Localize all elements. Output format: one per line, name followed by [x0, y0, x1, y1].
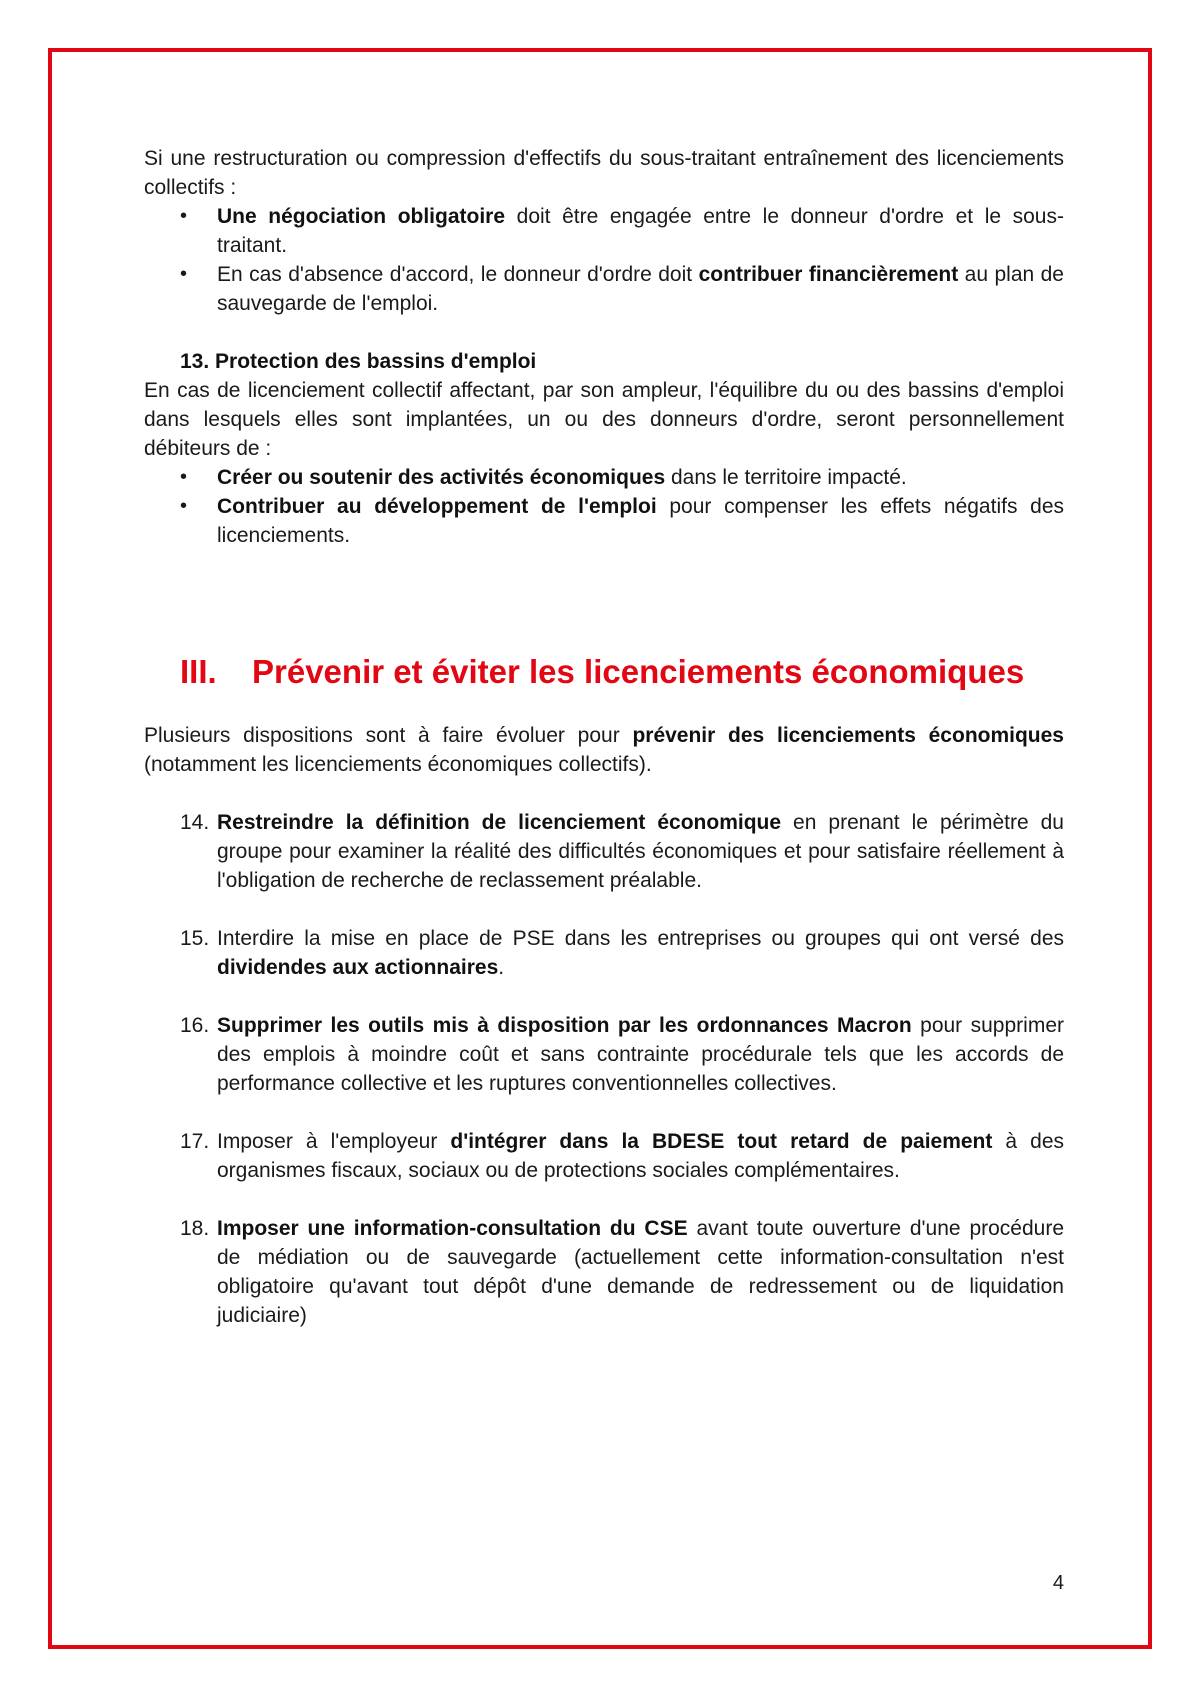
list-item-text: doit être engagée entre le donneur d'ordre et le sous-traitant. [217, 205, 1064, 257]
list-item [144, 260, 1064, 318]
section-intro-paragraph [144, 721, 1064, 779]
paragraph-text: Plusieurs dispositions sont à faire évoluer pour [144, 724, 633, 747]
bold-text: Contribuer au développement de l'emploi [217, 495, 657, 518]
section-title [144, 650, 1064, 694]
item-number: 16. [180, 1014, 210, 1037]
bold-text: Imposer une information-consultation du CSE [217, 1217, 688, 1240]
list-item-text: pour compenser les effets négatifs des licenciements. [217, 495, 1064, 547]
item-13-bullet-list [144, 463, 1064, 550]
item-text: en prenant le périmètre du groupe pour examiner la réalité des difficultés économiques et pour satisfaire réellement à l'obligation de recherche de reclassement préalable. [217, 811, 1064, 892]
page-number: 4 [1052, 1572, 1064, 1594]
measures-list [144, 808, 1064, 1330]
bold-text: contribuer financièrement [698, 263, 959, 286]
item-13-heading-text: 13. Protection des bassins d'emploi [180, 350, 537, 373]
paragraph-text: (notamment les licenciements économiques collectifs). [144, 753, 652, 776]
item-text: Imposer à l'employeur [217, 1130, 451, 1153]
bold-text: prévenir des licenciements économiques [632, 724, 1064, 747]
item-13-paragraph: En cas de licenciement collectif affectant, par son ampleur, l'équilibre du ou des bassins d'emploi dans lesquels elles sont implantées, un ou des donneurs d'ordre, seront personnellement débiteurs de : [144, 379, 1064, 460]
section-number: III. [180, 653, 217, 690]
item-13-heading [144, 347, 1064, 376]
item-number: 15. [180, 927, 210, 950]
measure-item-14 [144, 808, 1064, 895]
measure-item-16 [144, 1011, 1064, 1098]
bold-text: Une négociation obligatoire [217, 205, 506, 228]
bold-text: Restreindre la définition de licenciement économique [217, 811, 782, 834]
list-item-text: au plan de sauvegarde de l'emploi. [217, 263, 1064, 315]
intro-paragraph: Si une restructuration ou compression d'effectifs du sous-traitant entraînement des licenciements collectifs : [144, 147, 1064, 199]
item-text: Interdire la mise en place de PSE dans les entreprises ou groupes qui ont versé des [217, 927, 1064, 950]
item-number: 14. [180, 811, 210, 834]
item-number: 17. [180, 1130, 210, 1153]
measure-item-15 [144, 924, 1064, 982]
bold-text: Supprimer les outils mis à disposition par les ordonnances Macron [217, 1014, 912, 1037]
list-item [144, 492, 1064, 550]
section-title-text: Prévenir et éviter les licenciements économiques [252, 653, 1025, 690]
list-item [144, 463, 1064, 492]
item-text: à des organismes fiscaux, sociaux ou de protections sociales complémentaires. [217, 1130, 1065, 1182]
item-text: . [498, 956, 505, 979]
item-text: avant toute ouverture d'une procédure de médiation ou de sauvegarde (actuellement cette information-consultation n'est obligatoire qu'avant tout dépôt d'une demande de redressement ou de liquidation judiciaire) [217, 1217, 1065, 1327]
list-item-text: En cas d'absence d'accord, le donneur d'ordre doit [217, 263, 699, 286]
list-item-text: dans le territoire impacté. [665, 466, 907, 489]
item-number: 18. [180, 1217, 210, 1240]
list-item [144, 202, 1064, 260]
bold-text: Créer ou soutenir des activités économiques [217, 466, 666, 489]
page-content [144, 144, 1064, 1330]
intro-bullet-list [144, 202, 1064, 318]
measure-item-18 [144, 1214, 1064, 1330]
bold-text: d'intégrer dans la BDESE tout retard de paiement [450, 1130, 993, 1153]
measure-item-17 [144, 1127, 1064, 1185]
bold-text: dividendes aux actionnaires [217, 956, 499, 979]
item-text: pour supprimer des emplois à moindre coût et sans contrainte procédurale tels que les accords de performance collective et les ruptures conventionnelles collectives. [217, 1014, 1064, 1095]
